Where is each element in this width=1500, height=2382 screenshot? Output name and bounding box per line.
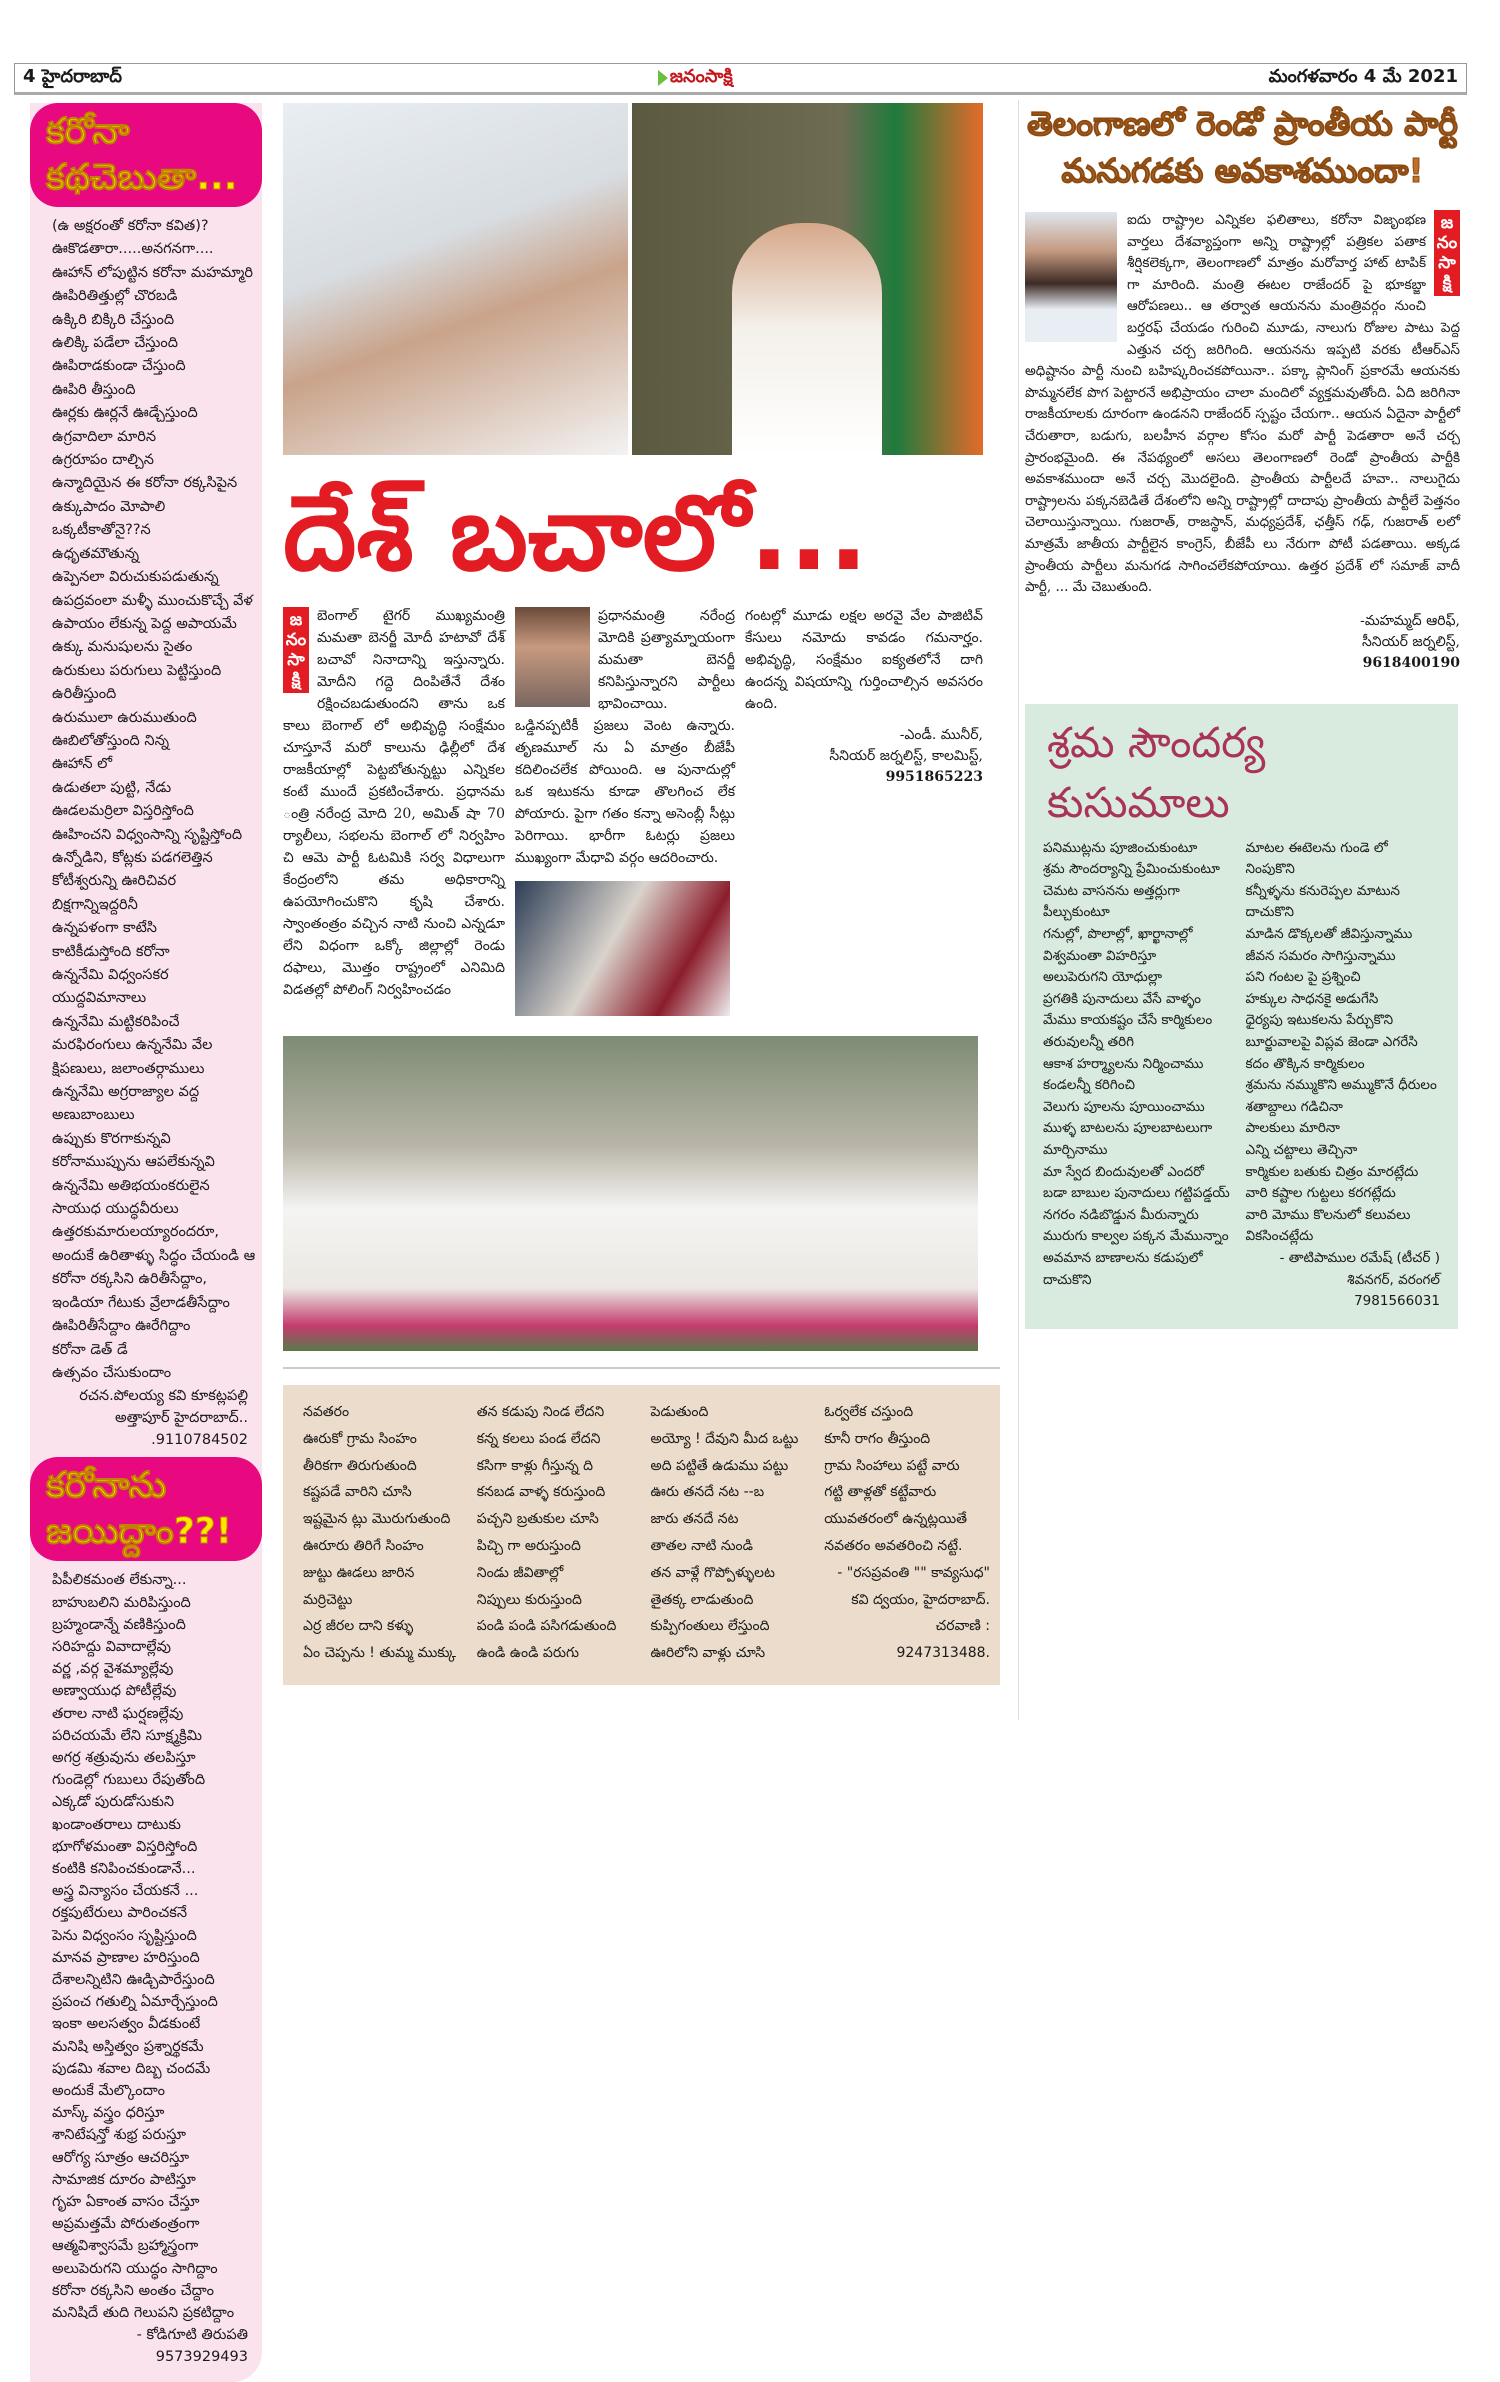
- poem-line: ఇంకా అలసత్వం వీడకుంటే: [52, 2016, 201, 2033]
- poem-line: అలుపెరుగని యుద్ధం సాగిద్దాం: [52, 2260, 218, 2277]
- poem-lines: [1246, 838, 1441, 1248]
- poem-line: మార్చినాము: [1043, 1142, 1108, 1158]
- poem-column: [303, 1399, 469, 1671]
- poem-line: ఊపిరితీసేద్దాం ఊరేగిద్దాం: [52, 1318, 191, 1335]
- poem-line: పుడమి శవాల దిబ్బ చందమే: [52, 2060, 211, 2077]
- poem-line: ఊరిలోని వాళ్లు చూసి: [650, 1645, 766, 1662]
- poem-line: ఆకాశ హర్మ్యాలను నిర్మించాము: [1043, 1055, 1204, 1072]
- poem-line: కుప్పిగంతులు లేస్తుంది: [650, 1618, 770, 1635]
- poem-line: మాస్క్ వస్త్రం ధరిస్తూ: [52, 2105, 165, 2122]
- poem-line: ఒక్కటీకాతోనై??న: [52, 522, 151, 539]
- poem-line: ప్రపంచ గతుల్ని ఏమార్చేస్తుంది: [52, 1994, 218, 2011]
- poem-line: ఉరితీస్తుంది: [52, 686, 117, 703]
- poem2-title-box: [30, 1457, 262, 1561]
- poem-line: పాలకులు మారినా: [1245, 1120, 1340, 1137]
- byline-phone: 9951865223: [885, 769, 983, 785]
- poem-column: [824, 1399, 990, 1671]
- logo-text: జనంసాక్షి: [669, 65, 733, 87]
- photo-figure: [732, 223, 882, 455]
- poem-line: ఊహించని విధ్వంసాన్ని సృష్టిస్తోంది: [52, 826, 243, 843]
- poem-line: తాతల నాటి నుండి: [650, 1537, 754, 1554]
- poem-line: - "రసప్రవంతి "" కావ్యసుధ": [837, 1564, 990, 1581]
- poem-line: నగరం నడిబొడ్డున మీరున్నారు: [1043, 1206, 1199, 1223]
- poem-line: క్షిపణులు, జలాంతర్గాములు: [52, 1060, 205, 1077]
- poem-line: ఊహాన్ లోపుట్టిన కరోనా మహమ్మారి: [52, 264, 253, 281]
- poem-line: ఉత్సవం చేసుకుందాం: [52, 1364, 172, 1381]
- poem-line: సరిహద్దు వివాదాల్లేవు: [52, 1638, 171, 1655]
- poem-line: యుద్దవిమానాలు: [52, 990, 147, 1007]
- poem-line: ప్రగతికి పునాదులు వేసే వాళ్ళం: [1043, 990, 1202, 1007]
- poem-line: - తాటిపాముల రమేష్ (టీచర్ ): [1279, 1249, 1440, 1266]
- poem1-lines: [30, 207, 262, 1385]
- poem-line: అప్రమత్తమే పోరుతంత్రంగా: [52, 2216, 200, 2233]
- poem-line: నిండు జీవితాల్లో: [476, 1564, 564, 1581]
- poem-line: మనిషి అస్తిత్వం ప్రశ్నార్థకమే: [52, 2038, 204, 2055]
- poem-line: ఇష్టమైన ట్లు మొరుగుతుంది: [303, 1511, 451, 1528]
- poem-line: వికసించట్లేదు: [1245, 1228, 1314, 1245]
- poem-line: వెలుగు పూలను పూయించాము: [1043, 1098, 1205, 1115]
- poem-line: ఉధృతమౌతున్న: [52, 545, 140, 562]
- photo-mamata-banerjee: [283, 103, 628, 455]
- poem2-title-line2: జయిద్దాం??!: [46, 1511, 233, 1553]
- poem2-signature: [30, 2324, 262, 2368]
- poem-line: మర్రిచెట్టు: [303, 1591, 353, 1608]
- poem-line: కదం తొక్కిన కార్మికులం: [1245, 1055, 1365, 1072]
- poem-line: అయ్యో ! దేవుని మీద ఒట్టు: [650, 1430, 799, 1447]
- poem-line: ఉన్మాదియైన ఈ కరోనా రక్కసిపైన: [52, 475, 238, 492]
- poem-line: ఇండియా గేటుకు వ్రేలాడతీసేద్దాం: [52, 1294, 230, 1311]
- poem-line: - కోడిగూటి తిరుపతి: [136, 2327, 248, 2344]
- poem-line: ఉపాయం లేకున్న పెద్ద అపాయమే: [52, 615, 237, 632]
- right-headline: తెలంగాణలో రెండో ప్రాంతీయ పార్టీ మనుగడకు అవకాశముందా!: [1027, 104, 1458, 190]
- poem-line: ఊడలమర్రిలా విస్తరిస్తోంది: [52, 803, 194, 820]
- poem-line: 9573929493: [155, 2349, 248, 2366]
- poem-line: గుండెల్లో గుబులు రేపుతోంది: [52, 1772, 206, 1789]
- page-header: [14, 63, 1467, 95]
- poem-column-right: [1246, 838, 1441, 1313]
- poem-line: ఉడుతలా పుట్టి, నేడు: [52, 779, 172, 796]
- poem-line: కూనీ రాగం తీస్తుంది: [824, 1430, 931, 1447]
- poem-line: కోటీశ్వరున్ని ఊరిచివర: [52, 873, 177, 890]
- poem-line: ఏం చెప్పను ! తుమ్మ ముక్కు: [303, 1645, 456, 1662]
- poem-line: ఊపిరితిత్తుల్లో చొరబడి: [52, 288, 178, 305]
- poem-line: పెను విధ్వంసం సృష్టిస్తుంది: [52, 1927, 197, 1944]
- issue-date: మంగళవారం 4 మే 2021: [1268, 65, 1458, 87]
- poem-line: పిచ్చి గా అరుస్తుంది: [476, 1537, 581, 1554]
- poem-column: [651, 1399, 817, 1671]
- poem-line: పీల్చుకుంటూ: [1043, 904, 1110, 921]
- poem-line: కంటికి కనిపించకుండానే...: [52, 1860, 196, 1877]
- poem-line: కసిగా కాళ్లు గీస్తున్న ది: [476, 1457, 594, 1474]
- poem-line: ఉలిక్కి పడేలా చేస్తుంది: [52, 335, 179, 352]
- poem-line: 9247313488.: [896, 1645, 990, 1662]
- article-text: ఐదు రాష్ట్రాల ఎన్నికల ఫలితాలు, కరోనా విజృంభణ వార్తలు దేశవ్యాప్తంగా అన్ని రాష్ట్రాల్లో పత్రికల పతాక శీర్షికలెక్కగా, తెలంగాణలో మాత్రం మరోవార్త హాట్ టాపిక్ గా మారింది. మంత్రి ఈటల రాజేందర్ పై భూకబ్జా ఆరోపణలు.. ఆ తర్వాత ఆయనను మంత్రివర్గం నుంచి బర్తరఫ్ చేయడం గురించి మూడు, నాలుగు రోజుల పాటు పెద్ద ఎత్తున చర్చ జరిగింది. ఆయనను ఇప్పటి వరకు టీఆర్ఎస్ అధిష్టానం పార్టీ నుంచి బహిష్కరించకపోయినా.. పక్కా ప్లానింగ్ ప్రకారమే ఆయనకు పొమ్మనలేక పొగ పెట్టారనే అభిప్రాయం చాలా మందిలో వ్యక్తమవుతోంది. ఏది జరిగినా రాజకీయాలకు దూరంగా ఉండనని రాజేందర్ స్పష్టం చేయగా.. ఆయన ఏదైనా పార్టీలో చేరుతారా, బడుగు, బలహీన వర్గాల కోసం మరో పార్టీ పెడతారా అనే చర్చ ప్రారంభమైంది. ఈ నేపథ్యంలో అసలు తెలంగాణలో రెండో ప్రాంతీయ పార్టీకి అవకాశముందా అనే చర్చ మొదలైంది. ప్రాంతీయ పార్టీలదే హవా.. నాలుగైదు రాష్ట్రాలను పక్కనబెడితే దేశంలోని అన్ని రాష్ట్రాల్లో దాదాపు ప్రాంతీయ పార్టీలే పెత్తనం చెలాయిస్తున్నాయి. గుజరాత్, రాజస్థాన్, మధ్యప్రదేశ్, ఛత్తీస్ గఢ్, గుజరాత్ లలో మాత్రమే జాతీయ పార్టీలైన కాంగ్రెస్, బీజేపీ లు నేరుగా పోటీ పడతాయి. అక్కడ ప్రాంతీయ పార్టీలు మనుగడ సాగించలేకపోయాయి. ఉత్తర ప్రదేశ్ లో సమాజ్ వాదీ పార్టీ, ... మే చెబుతుంది.: [1025, 212, 1460, 596]
- poem-line: కండలన్నీ కరిగించి: [1043, 1077, 1135, 1094]
- poem-line: కాటికీడుస్తోంది కరోనా: [52, 943, 170, 960]
- poem2-lines: [30, 1561, 262, 2324]
- poem-line: విశ్వమంతా విహరిస్తూ: [1043, 947, 1157, 964]
- poem-line: కరోనా రక్కసిని అంతం చేద్దాం: [52, 2282, 214, 2299]
- poem-line: ఊరు తనదే నట --బ: [650, 1484, 765, 1501]
- poem-line: తైతక్క లాడుతుంది: [650, 1591, 754, 1608]
- poem-line: నిప్పులు కురుస్తుంది: [476, 1591, 582, 1608]
- poem-line: మరఫిరంగులు ఉన్ననేమి వేల: [52, 1037, 213, 1054]
- poem-line: హక్కుల సాధనకై అడుగేసి: [1245, 990, 1379, 1007]
- poem-line: కార్మికుల బతుకు చిత్రం మారట్లేదు: [1245, 1163, 1419, 1180]
- poem-line: పండి పండి పసిగడుతుంది: [476, 1618, 617, 1635]
- poem-line: గ్రామ సింహాలు పట్టే వారు: [824, 1457, 960, 1474]
- poem-line: తరువులన్నీ తరిగి: [1043, 1034, 1134, 1051]
- poem1-title-line1: కరోనా: [46, 111, 130, 152]
- byline-name: -ఎండీ. మునీర్,: [899, 727, 983, 743]
- divider: [283, 1367, 1000, 1369]
- article-column-1: [283, 605, 505, 1001]
- poem-line: పిపీలికమంత లేకున్నా...: [52, 1572, 187, 1589]
- poem-line: ఉక్కుపాదం మోపాలి: [52, 498, 166, 515]
- poem1-title-line2: కథచెబుతా...: [46, 157, 238, 198]
- poem-line: మాటల ఈటెలను గుండె లో నింపుకొని: [1245, 839, 1388, 878]
- logo-triangle-icon: [658, 70, 668, 86]
- poem-navataram-box: [283, 1385, 1000, 1685]
- poem-line: తన కడుపు నిండ లేదని: [476, 1404, 605, 1420]
- poem-column: [477, 1399, 643, 1671]
- poem-line: ఆరోగ్య సూత్రం ఆచరిస్తూ: [52, 2149, 190, 2166]
- poem-line: మా స్వేద బిందువులతో ఎందరో: [1043, 1163, 1205, 1180]
- poem-line: పెడుతుంది: [650, 1404, 709, 1420]
- article-text: గంటల్లో మూడు లక్షల అరవై వేల పాజిటివ్ కేసులు నమోదు కావడం గమనార్హం. అభివృద్ధి, సంక్షేమం ఐక్యతలోనే దాగి ఉందన్న విషయాన్ని గుర్తించాల్సిన అవసరం ఉంది.: [745, 608, 983, 712]
- article-text: బెంగాల్ టైగర్ ముఖ్యమంత్రి మమతా బెనర్జీ మోదీ హటావో దేశ్ బచావో నినాదాన్ని ఇస్తున్నారు. మోదీని గద్దె దింపితేనే దేశం రక్షించబడుతుందని తాను ఒక కాలు బెంగాల్ లో అభివృద్ధి సంక్షేమం చూస్తూనే మరో కాలును ఢిల్లీలో దేశ రాజకీయాల్లో పెట్టబోతున్నట్టు ఎన్నికల కంటే ముందే ప్రకటించేశారు. ప్రధానమ ంత్రి నరేంద్ర మోది 20, అమిత్ షా 70 ర్యాలీలు, సభలను బెంగాల్ లో నిర్వహిం చి ఆమె పార్టీ ఓటమికి సర్వ విధాలుగా కేంద్రంలోని తమ అధికారాన్ని ఉపయోగించుకొని కృషి చేశారు. స్వాంతంత్రం వచ్చిన నాటి నుంచి ఎన్నడూ లేని విధంగా ఒక్కో జిల్లాల్లో రెండు దఫాలు, మొత్తం రాష్ట్రంలో ఎనిమిది విడతల్లో పోలింగ్ నిర్వహించడం: [283, 608, 505, 998]
- poem-line: గనుల్లో, పొలాల్లో, ఖార్ఖానాల్లో: [1043, 926, 1193, 943]
- poem-line: (ఉ అక్షరంతో కరోనా కవిత)?: [52, 218, 209, 234]
- poem-line: బూర్జువాలపై విప్లవ జెండా ఎగరేసి: [1245, 1034, 1418, 1051]
- poem-line: వర్ణ ,వర్గ వైశమ్యాల్లేవు: [52, 1661, 174, 1678]
- article-byline: [745, 725, 983, 788]
- poem-line: ఊకొడతారా.....అనగనగా....: [52, 241, 214, 258]
- poem-line: బాహుబలిని మరిపిస్తుంది: [52, 1594, 191, 1611]
- poem-line: తన వాళ్లే గొప్పోళ్ళులట: [650, 1564, 775, 1581]
- poem-line: అస్త్ర విన్యాసం చేయకనే ...: [52, 1883, 199, 1900]
- poem-line: అగర్ర శత్రువును తలపిస్తూ: [52, 1749, 196, 1766]
- poem-line: గట్టి తాళ్లతో కట్టేవారు: [824, 1484, 937, 1501]
- page-number-city: 4 హైదరాబాద్: [23, 65, 122, 87]
- poem-line: బ్రహ్మండాన్నే వణికిస్తుంది: [52, 1616, 186, 1633]
- poem-line: ఎక్కడో పురుడోసుకుని: [52, 1794, 175, 1811]
- poem-line: గృహ ఏకాంత వాసం చేస్తూ: [52, 2194, 200, 2210]
- top-photos: [283, 103, 983, 455]
- column-divider: [1018, 100, 1019, 1720]
- poem-line: అణ్వాయుధ పోటీల్లేవు: [52, 1683, 177, 1700]
- poem-line: జుట్టు ఊడలు జారిన: [303, 1564, 415, 1581]
- poem-line: ఊర్లకు ఊర్లనే ఊడ్చేస్తుంది: [52, 405, 198, 422]
- poem-line: దాచుకొని: [1043, 1271, 1092, 1288]
- poem-line: దాచుకొని: [1245, 904, 1295, 921]
- poem-line: యువతరంలో ఉన్నట్లయితే: [824, 1511, 968, 1528]
- photo-narendra-modi: [632, 103, 983, 455]
- poem-line: అత్తాపూర్ హైదరాబాద్..: [115, 1410, 248, 1427]
- right-section: [1025, 100, 1460, 1329]
- center-section: [283, 103, 990, 1685]
- poem-line: కరోనాముప్పును ఆపలేకున్నవి: [52, 1154, 215, 1171]
- photo-kcr-press: [515, 881, 730, 1016]
- poem-line: బడా బాబుల పునాదులు గట్టిపడ్డయ్: [1043, 1185, 1230, 1202]
- newspaper-logo: [658, 66, 733, 91]
- poem-line: మనిషిదే తుది గెలుపని ప్రకటిద్దాం: [52, 2305, 235, 2322]
- poem-line: ఉప్పుకు కొరగాకున్నవి: [52, 1130, 171, 1147]
- poem-line: కన్న కలలు పండ లేదని: [476, 1430, 601, 1447]
- poem-line: ఊహాన్ లో: [52, 756, 113, 773]
- poem-line: తీరికగా తిరుగుతుంది: [303, 1457, 417, 1474]
- poem-line: కరోనా రక్కసిని ఉరితీసేద్దాం,: [52, 1271, 208, 1288]
- poem-line: ఉగ్రవాదిలా మారిన: [52, 428, 157, 445]
- poem-line: ఓర్వలేక చస్తుంది: [824, 1404, 914, 1420]
- poem-line: ధైర్యపు ఇటుకలను పేర్చుకొని: [1245, 1012, 1394, 1029]
- author-photo-muneer: [515, 607, 590, 707]
- poem-line: శ్రమ సౌందర్యాన్ని ప్రేమించుకుంటూ: [1043, 861, 1220, 878]
- poem-line: ఉన్నోడిని, కోట్లకు పడగలెత్తిన: [52, 849, 213, 866]
- poem-line: ఉత్తరకుమారులయ్యారందరూ,: [52, 1224, 219, 1241]
- poem-line: ఉన్ననేమి అతిభయంకరులైన: [52, 1177, 210, 1194]
- janamsakshi-badge: జనంసాక్షి: [1434, 210, 1460, 296]
- poem-line: నవతరం: [303, 1404, 350, 1420]
- poem-line: అందుకే మేల్కొందాం: [52, 2082, 165, 2099]
- poem-line: ఉన్ననేమి మట్టికరిపించే: [52, 1013, 180, 1030]
- poem-line: నవతరం అవతరించి నట్టే.: [824, 1537, 963, 1554]
- poem-line: పనిముట్లను పూజించుకుంటూ: [1043, 839, 1198, 856]
- poem-line: ఉన్నపళంగా కాటేసి: [52, 920, 157, 937]
- poem-line: పచ్చని బ్రతుకుల చూసి: [476, 1511, 599, 1528]
- poem-line: ఊరూరు తిరిగే సింహం: [303, 1537, 424, 1554]
- poem-line: ఉండి ఉండి పరుగు: [476, 1645, 580, 1662]
- poem-line: మేము కాయకష్టం చేసే కార్మికులం: [1043, 1012, 1213, 1029]
- byline-title: సీనియర్ జర్నలిస్ట్, కాలమిస్ట్,: [829, 748, 983, 764]
- poem-line: ఉగ్రరూపం దాల్చిన: [52, 452, 154, 469]
- poem-line: కవి ద్వయం, హైదరాబాద్.: [851, 1591, 990, 1608]
- poem-column-left: [1043, 838, 1238, 1313]
- poem-line: ఉరుకులు పరుగులు పెట్టిస్తుంది: [52, 662, 222, 679]
- poem-line: ఉన్ననేమి విధ్వంసకర: [52, 967, 169, 983]
- poem-line: రక్తపుటేరులు పారించకనే: [52, 1905, 188, 1922]
- poem-line: జీవన సమరం సాగిస్తున్నాము: [1245, 947, 1396, 964]
- poem-line: ఊరుకో గ్రామ సింహం: [303, 1430, 417, 1447]
- poem-line: ఊపిరి తీస్తుంది: [52, 381, 136, 398]
- poem1-signature: [30, 1385, 262, 1451]
- poem-line: ఎర్ర జీరల దాని కళ్ళు: [303, 1618, 414, 1635]
- poem-line: భూగోళమంతా విస్తరిస్తోంది: [52, 1838, 198, 1855]
- poem-line: ఆత్మవిశ్వాసమే బ్రహ్మాస్త్రంగా: [52, 2238, 199, 2255]
- poem-line: తరాల నాటి ఘర్షణల్లేవు: [52, 1705, 184, 1722]
- article-column-2: [515, 605, 735, 1016]
- byline-phone: 9618400190: [1362, 654, 1460, 671]
- poem-line: ఉపద్రవంలా మళ్ళీ ముంచుకొచ్చే వేళ: [52, 592, 253, 609]
- poem-line: పరిచయమే లేని సూక్ష్మక్రిమి: [52, 1727, 203, 1744]
- poem-line: చరవాణి :: [935, 1618, 990, 1635]
- poem-shrama-box: [1025, 704, 1458, 1329]
- article-text: ప్రధానమంత్రి నరేంద్ర మోదికి ప్రత్యామ్నాయంగా మమతా బెనర్జీ కనిపిస్తున్నారని పార్టీలు భావించాయి. ఒడ్డినప్పటికీ ప్రజలు వెంట ఉన్నారు. తృణమూల్ ను ఏ మాత్రం బీజేపీ కదిలించలేక పోయింది. ఆ పునాదుల్లో ఒక ఇటుకను కూడా తొలగించ లేక పోయారు. పైగా గతం కన్నా అసెంబ్లీ సీట్లు పెరిగాయి. భారీగా ఓటర్లు ప్రజలు ముఖ్యంగా మేధావి వర్గం ఆదరించారు.: [515, 608, 735, 866]
- poem1-title-box: [30, 103, 262, 207]
- left-poem-column: [30, 103, 262, 2382]
- poem-line: అణుబాంబులు: [52, 1107, 135, 1124]
- article-column-3: [745, 605, 983, 788]
- author-photo-arif: [1025, 212, 1117, 342]
- byline-title: సీనియర్ జర్నలిస్ట్,: [1361, 633, 1460, 650]
- poem-line: అందుకే ఉరితాళ్ళు సిద్ధం చేయండి ఆ: [52, 1247, 256, 1264]
- poem-line: శ్రమను నమ్ముకొని అమ్ముకొనే ధీరులం: [1245, 1077, 1437, 1094]
- poem-line: వారి కష్టాల గుట్టలు కరగట్లేదు: [1245, 1185, 1396, 1202]
- poem-line: సాయుధ యుద్ధవీరులు: [52, 1201, 179, 1218]
- poem-line: శతాబ్దాలు గడిచినా: [1245, 1098, 1343, 1115]
- poem-line: ఊబిలోతోస్తుంది నిన్న: [52, 732, 170, 749]
- poem-line: రచన.పోలయ్య కవి కూకట్లపల్లి: [79, 1388, 248, 1405]
- poem2-title-line1: కరోనాను: [46, 1465, 167, 1507]
- poem-line: ఎన్ని చట్టాలు తెచ్చినా: [1245, 1142, 1358, 1158]
- right-byline: [1025, 611, 1460, 674]
- poem-line: ఉక్కు మనుషులను సైతం: [52, 639, 193, 656]
- poem-line: ఉరుములా ఉరుముతుంది: [52, 709, 197, 726]
- poem-line: ఉక్కిరి బిక్కిరి చేస్తుంది: [52, 311, 175, 328]
- poem-line: చెమట వాసనను అత్తర్లుగా: [1043, 882, 1180, 899]
- poem-line: మాడిన డొక్కలతో జీవిస్తున్నాము: [1245, 926, 1413, 943]
- poem-title: శ్రమ సౌందర్య కుసుమాలు: [1047, 717, 1266, 827]
- poem-line: 7981566031: [1354, 1293, 1440, 1310]
- poem-line: వారి మోము కొలనులో కలువలు: [1245, 1206, 1411, 1223]
- right-article: [1025, 210, 1460, 599]
- poem-line: శానిటేషన్తో శుభ్ర పరుస్తూ: [52, 2127, 186, 2144]
- poem-line: సామాజిక దూరం పాటిస్తూ: [52, 2171, 196, 2188]
- photo-opposition-leaders-group: [283, 1036, 978, 1351]
- poem-line: ఖండాంతరాలు దాటుకు: [52, 1816, 181, 1833]
- main-headline: దేశ్ బచాలో...: [283, 472, 869, 594]
- poem-line: కన్నీళ్ళను కనురెప్పల మాటున: [1245, 882, 1400, 899]
- poem-line: కరోనా డెత్ డే: [52, 1341, 128, 1358]
- poem-line: జారు తనదే నట: [650, 1511, 739, 1528]
- poem-line: ఊపిరాడకుండా చేస్తుంది: [52, 358, 186, 375]
- poem-line: ఉప్పెనలా విరుచుకుపడుతున్న: [52, 569, 219, 586]
- poem-line: పని గంటల పై ప్రశ్నించి: [1245, 969, 1361, 986]
- poem-line: మానవ ప్రాణాల హరిస్తుంది: [52, 1949, 200, 1966]
- poem-line: బిక్షగాన్నిఇద్దరినీ: [52, 896, 138, 913]
- janamsakshi-badge: జనంసాక్షి: [283, 607, 309, 693]
- byline-name: -మహమ్మద్ ఆరిఫ్,: [1360, 612, 1460, 629]
- poem-line: ఉన్ననేమి అగ్రరాజ్యాల వద్ద: [52, 1084, 200, 1101]
- poem-line: మురుగు కాల్వల పక్కన మేమున్నాం: [1043, 1228, 1229, 1245]
- poem-line: అలుపెరుగని యోధుల్లా: [1043, 969, 1162, 986]
- poem-line: అవమాన బాణాలను కడుపులో: [1043, 1249, 1203, 1266]
- poem-line: అది పట్టితే ఉడుము పట్టు: [650, 1457, 789, 1474]
- poem-signature: [1246, 1248, 1441, 1313]
- poem-line: దేశాలన్నిటిని ఊడ్చిపారేస్తుంది: [52, 1971, 215, 1988]
- poem-line: .9110784502: [151, 1432, 248, 1449]
- article-columns: [283, 605, 983, 1016]
- poem-line: కష్టపడే వారిని చూసి: [303, 1484, 412, 1501]
- poem-line: ముళ్ళ బాటలను పూలబాటలుగా: [1043, 1120, 1213, 1137]
- poem-line: శివనగర్, వరంగల్: [1347, 1271, 1440, 1288]
- poem-line: కనబడ వాళ్ళ కరుస్తుంది: [476, 1484, 606, 1501]
